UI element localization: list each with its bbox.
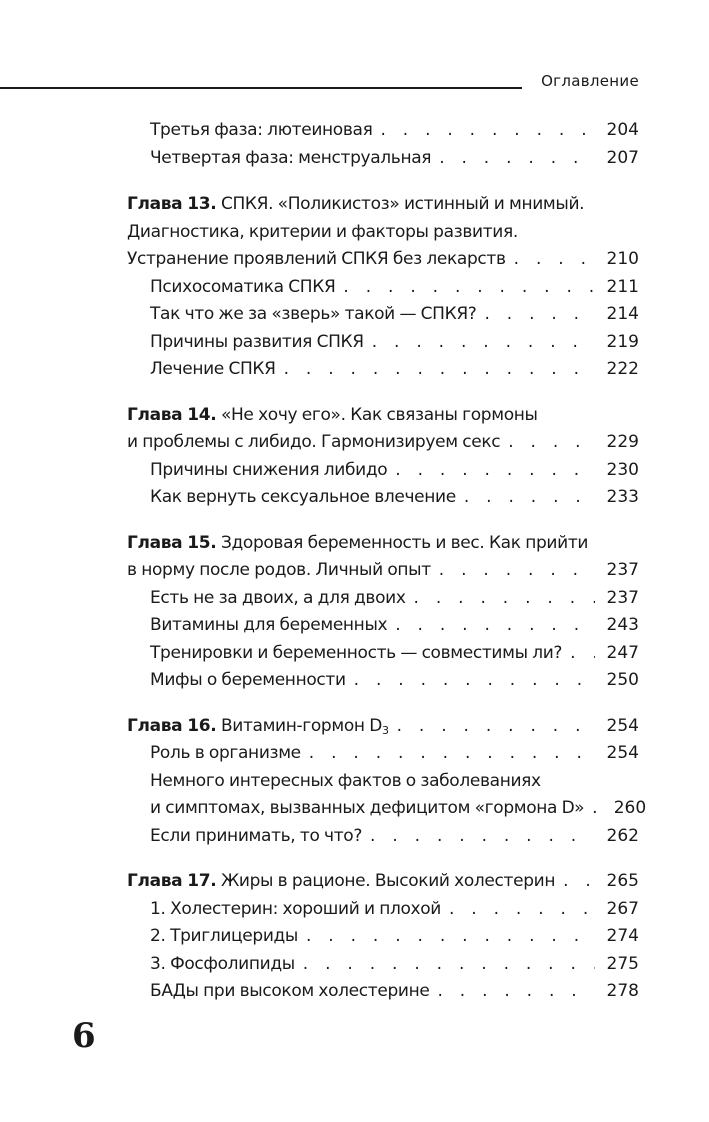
chapter-title-line: «Не хочу его». Как связаны гормоны <box>220 404 538 425</box>
toc-entry-page: 230 <box>606 459 639 480</box>
chapter-title-line[interactable]: Диагностика, критерии и факторы развития. <box>127 221 518 242</box>
toc-chapter-17 <box>127 868 639 1006</box>
toc-entry[interactable] <box>127 740 639 768</box>
chapter-title: Витамин-гормон D <box>220 715 382 736</box>
toc-entry-title: Если принимать, то что? <box>150 825 363 846</box>
toc-entry-title: Мифы о беременности <box>150 670 346 690</box>
toc-entry-title: 3. Фосфолипиды <box>150 953 295 974</box>
dot-leader <box>354 667 595 695</box>
toc-entry-page: 211 <box>606 276 639 297</box>
chapter-title-line: Здоровая беременность и вес. Как прийти <box>220 532 589 553</box>
chapter-heading-line <box>127 713 389 741</box>
dot-leader <box>449 896 595 924</box>
toc-entry-title: Лечение СПКЯ <box>150 359 276 379</box>
toc-entry[interactable] <box>127 667 639 695</box>
toc-entry[interactable] <box>127 429 639 457</box>
toc-entry-page: 243 <box>606 615 639 635</box>
chapter-title-line: Устранение проявлений СПКЯ без лекарств <box>127 249 506 269</box>
toc-chapter-16 <box>127 713 647 851</box>
toc-entry-page: 262 <box>606 825 639 846</box>
chapter-label: Глава 13. <box>127 194 217 214</box>
chapter-heading-line[interactable] <box>127 191 639 219</box>
dot-leader <box>395 612 595 640</box>
toc-entry[interactable] <box>127 246 639 274</box>
toc-entry-title: Витамины для беременных <box>150 615 388 635</box>
toc-entry[interactable] <box>127 356 639 384</box>
chapter-title-line: СПКЯ. «Поликистоз» истинный и мнимый. <box>220 194 585 214</box>
toc-entry-page: 210 <box>606 249 639 269</box>
toc-entry-page: 250 <box>606 670 639 690</box>
toc-entry-page: 207 <box>606 147 639 168</box>
dot-leader <box>380 117 595 145</box>
dot-leader <box>592 795 602 823</box>
toc-entry[interactable] <box>127 868 639 896</box>
table-of-contents <box>127 117 647 1024</box>
toc-entry-title: Как вернуть сексуальное влечение <box>150 487 456 507</box>
toc-entry[interactable] <box>127 823 639 851</box>
toc-entry[interactable] <box>127 923 639 951</box>
running-head: Оглавление <box>541 72 639 90</box>
toc-chapter-13 <box>127 191 639 384</box>
toc-entry[interactable] <box>127 484 639 512</box>
toc-entry[interactable] <box>127 795 647 823</box>
toc-entry-page: 233 <box>606 487 639 507</box>
toc-entry-page: 275 <box>606 953 639 974</box>
toc-entry[interactable] <box>127 117 639 145</box>
toc-entry-page: 237 <box>606 587 639 608</box>
toc-entry-page: 204 <box>606 120 639 140</box>
dot-leader <box>514 246 595 274</box>
toc-group-continued <box>127 117 639 172</box>
toc-chapter-14 <box>127 402 639 512</box>
chapter-heading-line[interactable] <box>127 402 639 430</box>
dot-leader <box>372 329 595 357</box>
toc-entry-title: Третья фаза: лютеиновая <box>150 120 373 140</box>
chapter-title-line: и проблемы с либидо. Гармонизируем секс <box>127 432 501 452</box>
toc-entry-page: 254 <box>606 743 639 763</box>
toc-entry-page: 278 <box>606 981 639 1001</box>
toc-entry-title: БАДы при высоком холестерине <box>150 981 430 1001</box>
toc-entry-page: 274 <box>606 926 639 946</box>
toc-entry-title: Причины снижения либидо <box>150 459 388 480</box>
dot-leader <box>370 823 595 851</box>
toc-entry-title: Роль в организме <box>150 743 301 763</box>
toc-entry-title: Есть не за двоих, а для двоих <box>150 587 406 608</box>
dot-leader <box>439 557 595 585</box>
toc-chapter-15 <box>127 530 639 695</box>
toc-entry[interactable] <box>127 274 639 302</box>
chapter-heading-line[interactable] <box>127 530 639 558</box>
toc-entry[interactable] <box>127 329 639 357</box>
toc-entry-page: 260 <box>613 798 647 818</box>
chapter-label: Глава 17. <box>127 871 217 891</box>
dot-leader <box>309 740 595 768</box>
dot-leader <box>395 457 595 485</box>
toc-entry[interactable] <box>127 896 639 924</box>
toc-entry-title: Тренировки и беременность — совместимы ли? <box>150 642 563 663</box>
toc-entry[interactable] <box>127 713 639 741</box>
dot-leader <box>464 484 595 512</box>
dot-leader <box>303 951 595 979</box>
toc-entry[interactable] <box>127 557 639 585</box>
dot-leader <box>439 145 595 173</box>
toc-entry[interactable] <box>127 301 639 329</box>
toc-entry-title: Так что же за «зверь» такой — СПКЯ? <box>150 304 477 324</box>
dot-leader <box>484 301 595 329</box>
dot-leader <box>508 429 595 457</box>
toc-entry-page: 219 <box>606 331 639 352</box>
toc-entry-title-line: и симптомах, вызванных дефицитом «гормона D» <box>150 798 585 818</box>
toc-entry-page: 265 <box>606 871 639 891</box>
dot-leader <box>570 640 595 668</box>
toc-entry[interactable] <box>127 951 639 979</box>
subscript-3: 3 <box>381 723 389 737</box>
toc-entry-page: 214 <box>606 304 639 324</box>
toc-entry-title-line[interactable]: Немного интересных фактов о заболеваниях <box>150 770 541 791</box>
toc-entry-page: 267 <box>606 898 639 919</box>
toc-entry-page: 229 <box>606 432 639 452</box>
toc-entry[interactable] <box>127 585 639 613</box>
toc-entry-page: 237 <box>606 560 639 580</box>
dot-leader <box>343 274 595 302</box>
toc-entry-title: 2. Триглицериды <box>150 926 298 946</box>
dot-leader <box>397 713 595 741</box>
toc-entry-title: 1. Холестерин: хороший и плохой <box>150 898 441 919</box>
toc-entry[interactable] <box>127 612 639 640</box>
toc-entry-title: Причины развития СПКЯ <box>150 331 364 352</box>
chapter-label: Глава 16. <box>127 715 217 736</box>
dot-leader <box>563 868 595 896</box>
dot-leader <box>414 585 595 613</box>
chapter-heading-line <box>127 868 555 896</box>
toc-entry-title: Психосоматика СПКЯ <box>150 276 336 297</box>
header-rule <box>0 87 522 89</box>
toc-entry[interactable] <box>127 978 639 1006</box>
toc-entry[interactable] <box>127 457 639 485</box>
toc-entry-page: 254 <box>606 715 639 736</box>
toc-entry[interactable] <box>127 640 639 668</box>
chapter-label: Глава 15. <box>127 532 217 553</box>
toc-entry-page: 247 <box>606 642 639 663</box>
chapter-title: Жиры в рационе. Высокий холестерин <box>220 871 556 891</box>
toc-entry-title: Четвертая фаза: менструальная <box>150 147 432 168</box>
dot-leader <box>437 978 595 1006</box>
chapter-title-line: в норму после родов. Личный опыт <box>127 560 431 580</box>
page-number: 6 <box>72 1016 96 1056</box>
toc-entry[interactable] <box>127 145 639 173</box>
toc-entry-page: 222 <box>606 359 639 379</box>
dot-leader <box>306 923 595 951</box>
dot-leader <box>284 356 595 384</box>
chapter-label: Глава 14. <box>127 404 217 425</box>
